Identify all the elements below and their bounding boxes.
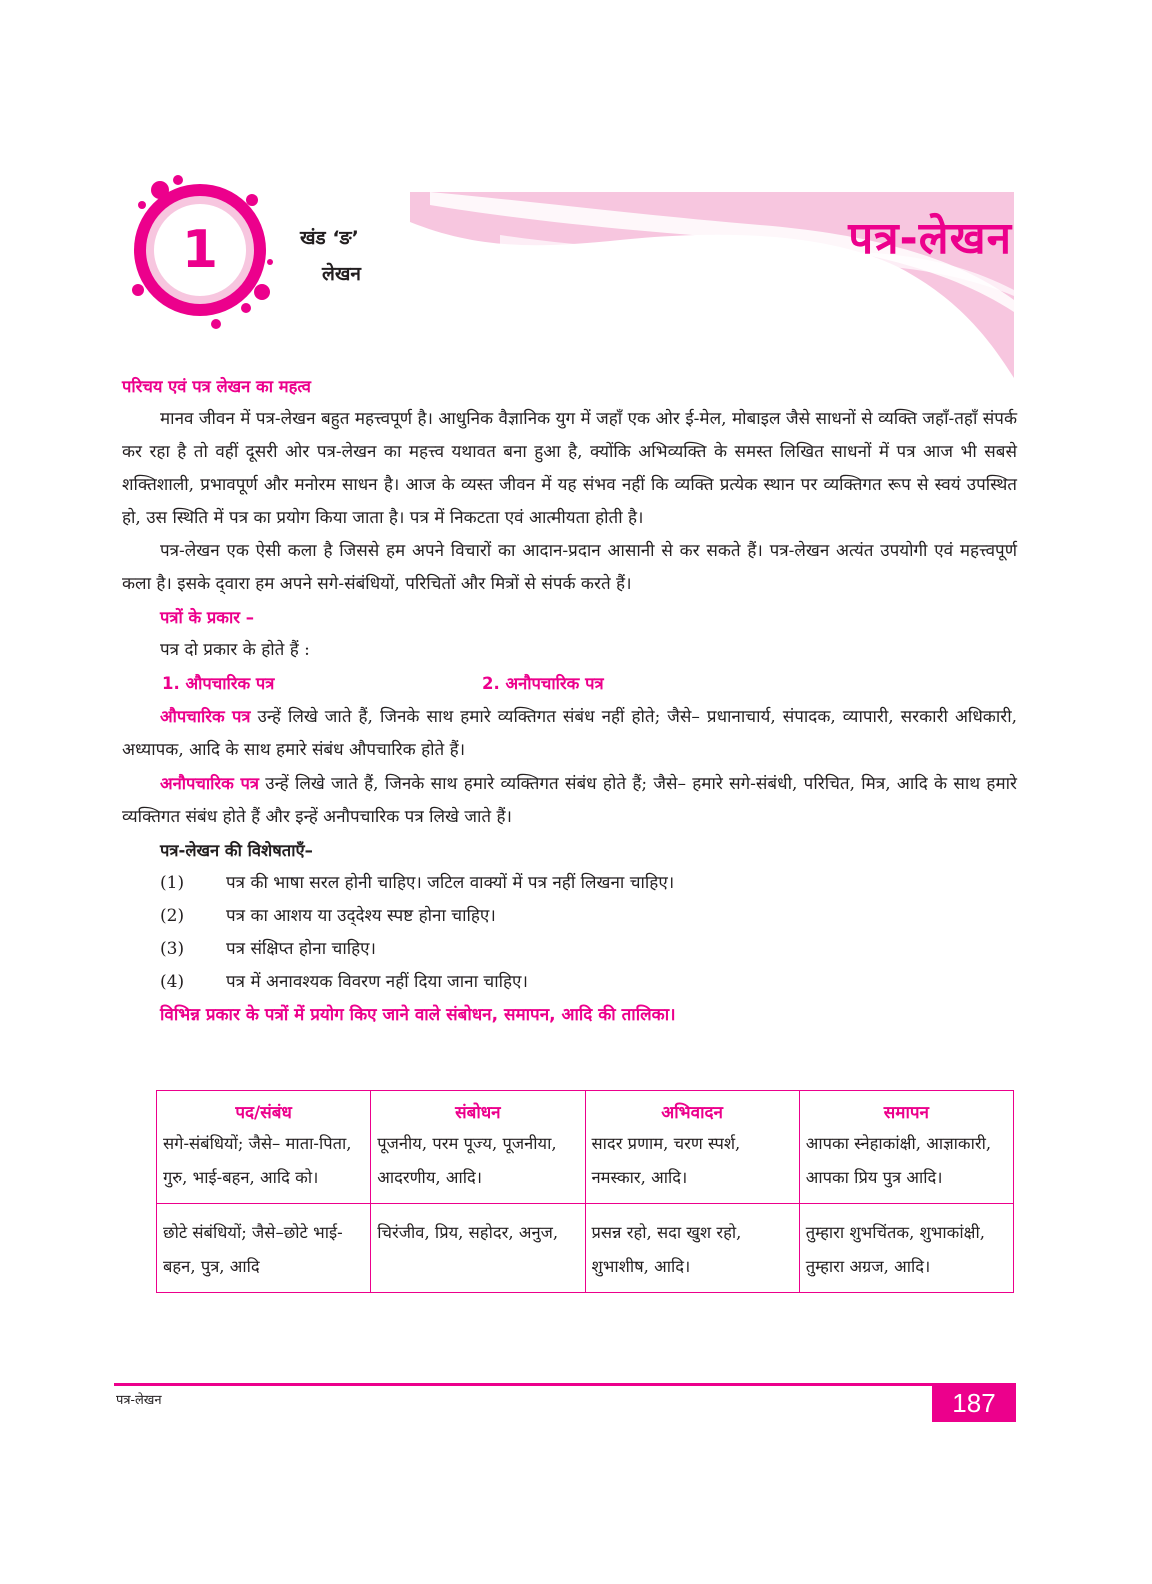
chapter-number: 1 xyxy=(181,220,219,280)
feature-number: (4) xyxy=(160,972,185,992)
section-name: लेखन xyxy=(322,263,361,285)
table-cell: सगे-संबंधियों; जैसे– माता-पिता, गुरु, भाई-बहन, आदि को। xyxy=(157,1127,371,1204)
feature-number: (3) xyxy=(160,939,185,959)
types-list xyxy=(122,667,1017,700)
footer-label: पत्र-लेखन xyxy=(116,1393,162,1408)
table-header-cell: संबोधन xyxy=(371,1091,585,1128)
feature-text: पत्र का आशय या उद्‌देश्य स्पष्ट होना चाहिए। xyxy=(226,906,496,926)
type-informal: 2. अनौपचारिक पत्र xyxy=(482,674,604,693)
table-cell: सादर प्रणाम, चरण स्पर्श, नमस्कार, आदि। xyxy=(585,1127,799,1204)
page-title: पत्र-लेखन xyxy=(848,213,1012,264)
feature-item xyxy=(122,867,1017,900)
informal-text: उन्हें लिखे जाते हैं, जिनके साथ हमारे व्यक्तिगत संबंध होते हैं; जैसे– हमारे सगे-संबंधी, परिचित, मित्र, आदि के साथ हमारे व्यक्तिगत संबंध होते हैं और इन्हें अनौपचारिक पत्र लिखे जाते हैं। xyxy=(122,774,1017,827)
feature-item xyxy=(122,933,1017,966)
table-cell: तुम्हारा शुभचिंतक, शुभाकांक्षी, तुम्हारा अग्रज, आदि। xyxy=(799,1204,1013,1293)
feature-text: पत्र की भाषा सरल होनी चाहिए। जटिल वाक्यों में पत्र नहीं लिखना चाहिए। xyxy=(226,873,675,893)
main-content xyxy=(122,370,1017,1032)
informal-term: अनौपचारिक पत्र xyxy=(160,774,259,793)
decor-dot xyxy=(132,284,144,296)
footer-divider xyxy=(114,1383,1016,1386)
features-heading: पत्र-लेखन की विशेषताएँ– xyxy=(160,841,313,860)
feature-text: पत्र में अनावश्यक विवरण नहीं दिया जाना चाहिए। xyxy=(226,972,528,992)
table-header-row xyxy=(157,1091,1014,1128)
type-formal: 1. औपचारिक पत्र xyxy=(162,674,275,693)
decor-dot xyxy=(254,284,270,300)
formal-term: औपचारिक पत्र xyxy=(160,707,251,726)
feature-number: (1) xyxy=(160,873,185,893)
section-label: खंड ‘ङ’ xyxy=(300,227,359,249)
feature-item xyxy=(122,900,1017,933)
table-row xyxy=(157,1204,1014,1293)
formal-text: उन्हें लिखे जाते हैं, जिनके साथ हमारे व्यक्तिगत संबंध नहीं होते; जैसे– प्रधानाचार्य, संपादक, व्यापारी, सरकारी अधिकारी, अध्यापक, आदि के साथ हमारे संबंध औपचारिक होते हैं। xyxy=(122,707,1018,760)
decor-dot xyxy=(151,181,169,199)
table-row xyxy=(157,1127,1014,1204)
section-tag xyxy=(300,220,361,292)
decor-dot xyxy=(138,201,146,209)
table-cell: चिरंजीव, प्रिय, सहोदर, अनुज, xyxy=(371,1204,585,1293)
informal-paragraph xyxy=(122,767,1017,834)
decor-dot xyxy=(211,319,221,329)
feature-text: पत्र संक्षिप्त होना चाहिए। xyxy=(226,939,377,959)
decor-dot xyxy=(267,259,273,265)
header-decoration xyxy=(0,0,1152,400)
types-intro: पत्र दो प्रकार के होते हैं : xyxy=(160,640,310,660)
feature-item xyxy=(122,966,1017,999)
formal-paragraph xyxy=(122,700,1017,767)
table-cell: छोटे संबंधियों; जैसे–छोटे भाई-बहन, पुत्र, आदि xyxy=(157,1204,371,1293)
page-number: 187 xyxy=(932,1384,1016,1422)
table-cell: पूजनीय, परम पूज्य, पूजनीया, आदरणीय, आदि। xyxy=(371,1127,585,1204)
table-cell: प्रसन्न रहो, सदा खुश रहो, शुभाशीष, आदि। xyxy=(585,1204,799,1293)
table-title: विभिन्न प्रकार के पत्रों में प्रयोग किए जाने वाले संबोधन, समापन, आदि की तालिका। xyxy=(160,1005,676,1025)
decor-dot xyxy=(173,175,183,185)
table-header-cell: पद/संबंध xyxy=(157,1091,371,1128)
types-heading: पत्रों के प्रकार – xyxy=(160,608,254,627)
salutation-table xyxy=(156,1090,1014,1293)
decor-dot xyxy=(241,303,251,313)
intro-paragraph-2: पत्र-लेखन एक ऐसी कला है जिससे हम अपने विचारों का आदान-प्रदान आसानी से कर सकते हैं। पत्र-लेखन अत्यंत उपयोगी एवं महत्त्वपूर्ण कला है। इसके द्‌वारा हम अपने सगे-संबंधियों, परिचितों और मित्रों से संपर्क करते हैं। xyxy=(122,541,1017,594)
decor-dot xyxy=(246,194,258,206)
table-cell: आपका स्नेहाकांक्षी, आज्ञाकारी, आपका प्रिय पुत्र आदि। xyxy=(799,1127,1013,1204)
intro-heading: परिचय एवं पत्र लेखन का महत्व xyxy=(122,377,311,396)
table-header-cell: अभिवादन xyxy=(585,1091,799,1128)
table-header-cell: समापन xyxy=(799,1091,1013,1128)
feature-number: (2) xyxy=(160,906,185,926)
intro-paragraph-1: मानव जीवन में पत्र-लेखन बहुत महत्त्वपूर्ण है। आधुनिक वैज्ञानिक युग में जहाँ एक ओर ई-मेल, मोबाइल जैसे साधनों से व्यक्ति जहाँ-तहाँ संपर्क कर रहा है तो वहीं दूसरी ओर पत्र-लेखन का महत्त्व यथावत बना हुआ है, क्योंकि अभिव्यक्ति के समस्त लिखित साधनों में पत्र आज भी सबसे शक्तिशाली, प्रभावपूर्ण और मनोरम साधन है। आज के व्यस्त जीवन में यह संभव नहीं कि व्यक्ति प्रत्येक स्थान पर व्यक्तिगत रूप से स्वयं उपस्थित हो, उस स्थिति में पत्र का प्रयोग किया जाता है। पत्र में निकटता एवं आत्मीयता होती है। xyxy=(122,409,1017,528)
